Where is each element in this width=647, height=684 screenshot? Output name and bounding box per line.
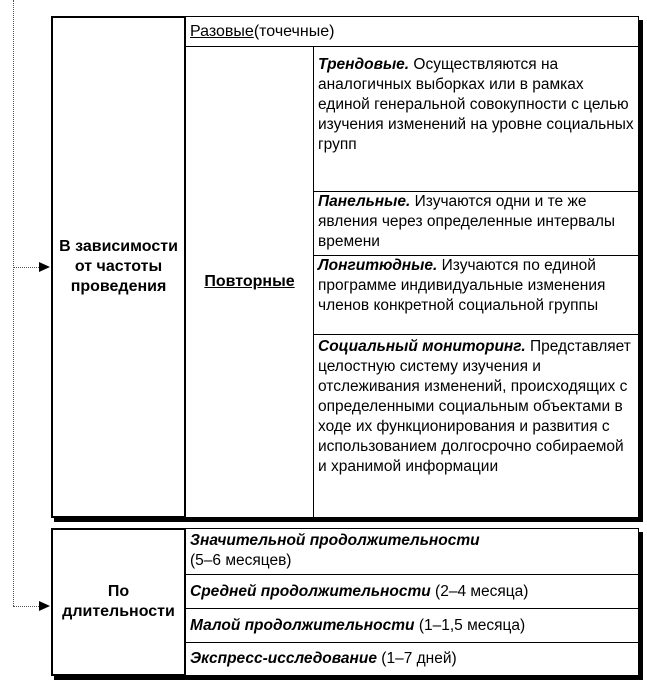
duration-short-name: Малой продолжительности <box>190 616 415 634</box>
one-time-row <box>186 17 638 47</box>
repeated-type-panel <box>314 192 638 256</box>
frequency-category-label: В зависимости от частоты проведения <box>59 238 178 295</box>
duration-item-express <box>186 643 638 675</box>
one-time-label: Разовые <box>190 22 254 40</box>
panel-text: Изучаются одни и те же явления через определенные интервалы времени <box>318 193 616 250</box>
repeated-type-monitoring <box>314 335 638 517</box>
longitudinal-text: Изучаются по единой программе индивидуальные изменения членов конкретной социальной группы <box>318 257 606 314</box>
duration-table <box>185 528 639 676</box>
connector-to-duration <box>13 606 39 607</box>
duration-express-text: (1–7 дней) <box>377 650 457 667</box>
duration-item-short <box>186 609 638 643</box>
arrow-to-frequency-icon <box>39 262 50 272</box>
frequency-category-box <box>51 16 186 518</box>
duration-item-long <box>186 529 638 575</box>
repeated-label-cell <box>186 47 314 517</box>
duration-long-text: (5–6 месяцев) <box>190 552 292 569</box>
duration-express-name: Экспресс-исследование <box>190 650 377 667</box>
one-time-note: (точечные) <box>253 22 335 40</box>
trend-name: Трендовые. <box>318 56 410 73</box>
duration-short-text: (1–1,5 месяца) <box>414 616 526 634</box>
connector-to-frequency <box>13 267 39 268</box>
monitoring-text: Представляет целостную систему изучения и отслеживания изменений, происходящих с определенными социальным объектами в ходе их функционирования и развития с использованием долгосрочно собираемой и хранимой информации <box>318 338 631 475</box>
repeated-label: Повторные <box>204 273 295 290</box>
repeated-type-longitudinal <box>314 256 638 335</box>
repeated-type-trend <box>314 47 638 192</box>
trend-text: Осуществляются на аналогичных выборках или в рамках единой генеральной совокупности с целью изучения изменений на уровне социальных групп <box>318 56 634 153</box>
duration-category-box <box>51 528 186 676</box>
duration-item-medium <box>186 575 638 609</box>
monitoring-name: Социальный мониторинг. <box>318 338 526 355</box>
panel-name: Панельные. <box>318 193 411 210</box>
connector-vertical <box>13 0 14 606</box>
longitudinal-name: Лонгитюдные. <box>318 257 438 274</box>
frequency-table <box>185 16 639 518</box>
duration-medium-name: Средней продолжительности <box>190 582 431 600</box>
duration-category-label: По длительности <box>62 583 175 620</box>
duration-long-name: Значительной продолжительности <box>190 532 480 549</box>
arrow-to-duration-icon <box>39 601 50 611</box>
duration-medium-text: (2–4 месяца) <box>430 582 529 600</box>
